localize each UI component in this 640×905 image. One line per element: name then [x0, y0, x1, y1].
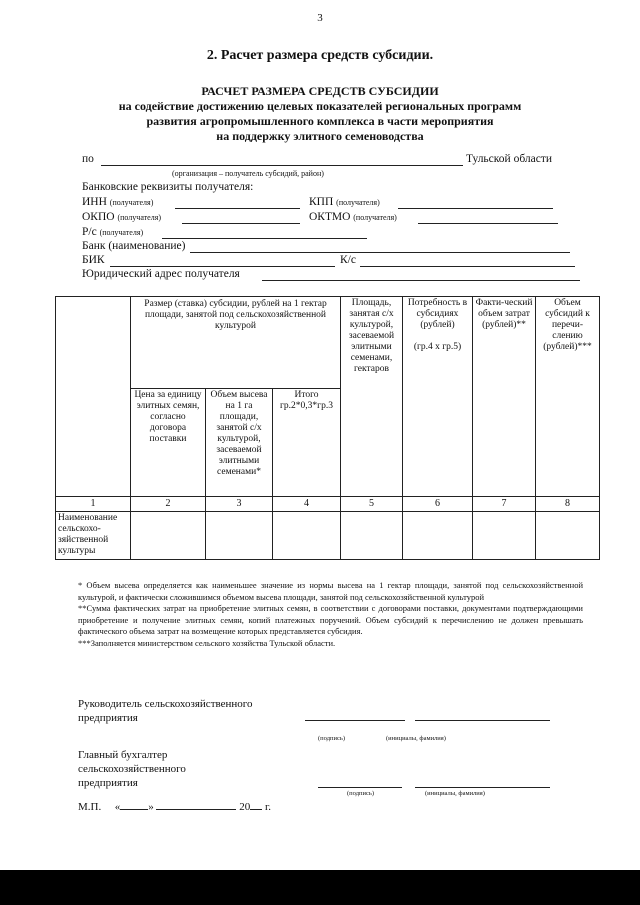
table-cell[interactable]: [273, 512, 341, 560]
footnote-2: **Сумма фактических затрат на приобретение элитных семян, в соответствии с договорами поставки, документами подтверждающими приобретение и получение элитных семян, копий платежных поручений. Объем субсидий к перечислению не должен превышать фактического объема затрат на возмещение которых представляется субсидия.: [78, 603, 583, 636]
address-label: Юридический адрес получателя: [82, 268, 240, 280]
accountant-name-line[interactable]: [415, 787, 550, 788]
table-cell[interactable]: [206, 512, 273, 560]
table-cell[interactable]: [403, 512, 473, 560]
title-line-4: на поддержку элитного семеноводства: [216, 129, 424, 143]
bik-label: БИК: [82, 254, 105, 266]
section-heading: 2. Расчет размера средств субсидии.: [206, 48, 434, 63]
inn-field[interactable]: [175, 208, 300, 209]
kpp-field[interactable]: [398, 208, 553, 209]
header-actual: Факти-ческий объем затрат (рублей)**: [473, 297, 536, 497]
date-month-field[interactable]: [156, 799, 236, 810]
bank-details-label: Банковские реквизиты получателя:: [82, 181, 254, 193]
bank-field[interactable]: [190, 252, 570, 253]
footnote-1: * Объем высева определяется как наименьшее значение из нормы высева на 1 гектар площади, занятой под сельскохозяйственной культурой, и фактически сложившимся объемом высева площади, занятой под сельскохозяйственной культурой: [78, 580, 583, 602]
bank-label: Банк (наименование): [82, 240, 186, 252]
okpo-field[interactable]: [182, 223, 300, 224]
col-number: 1: [56, 497, 131, 512]
okpo-label: ОКПО (получателя): [82, 211, 162, 223]
title-line-2: на содействие достижению целевых показателей региональных программ: [118, 99, 522, 113]
header-rate: Размер (ставка) субсидии, рублей на 1 гектар площади, занятой под сельскохозяйственной культурой: [131, 297, 341, 389]
scan-bottom-border: [0, 870, 640, 905]
table-cell[interactable]: [536, 512, 600, 560]
oktmo-field[interactable]: [418, 223, 558, 224]
head-title: Руководитель сельскохозяйственного предприятия: [78, 698, 253, 724]
inn-label: ИНН (получателя): [82, 196, 154, 208]
title-line-1: РАСЧЕТ РАЗМЕРА СРЕДСТВ СУБСИДИИ: [201, 84, 439, 98]
header-blank-cell: [56, 297, 131, 497]
date-year-field[interactable]: [250, 799, 262, 810]
head-name-hint: (инициалы, фамилия): [386, 735, 446, 742]
footnote-3: ***Заполняется министерством сельского хозяйства Тульской области.: [78, 637, 336, 648]
region-suffix: Тульской области: [466, 153, 553, 165]
accountant-name-hint: (инициалы, фамилия): [425, 790, 485, 797]
organization-field[interactable]: [101, 165, 463, 166]
table-cell[interactable]: [473, 512, 536, 560]
table-cell[interactable]: [341, 512, 403, 560]
accountant-title: Главный бухгалтер сельскохозяйственного предприятия: [78, 749, 186, 789]
header-subsidy: Объем субсидий к перечи-слению (рублей)***: [536, 297, 600, 497]
col-number: 4: [273, 497, 341, 512]
date-day-field[interactable]: [120, 799, 148, 810]
header-need: Потребность в субсидиях (рублей) (гр.4 х гр.5): [403, 297, 473, 497]
rs-field[interactable]: [162, 238, 367, 239]
mp-label: М.П.: [78, 801, 102, 813]
col-number: 7: [473, 497, 536, 512]
head-signature-line[interactable]: [305, 720, 405, 721]
col-number: 2: [131, 497, 206, 512]
po-label: по: [82, 153, 94, 165]
subheader-volume: Объем высева на 1 га площади, занятой с/х культурой, засеваемой элитными семенами*: [206, 389, 273, 497]
bik-field[interactable]: [110, 266, 335, 267]
subheader-total: Итого гр.2*0,3*гр.3: [273, 389, 341, 497]
subsidy-table: [55, 296, 600, 560]
row-label-crop: Наименование сельскохо-зяйственной культуры: [56, 512, 131, 560]
kpp-label: КПП (получателя): [309, 196, 380, 208]
form-title: [0, 84, 640, 144]
address-field[interactable]: [262, 280, 580, 281]
title-line-3: развития агропромышленного комплекса в части мероприятия: [146, 114, 494, 128]
header-area: Площадь, занятая с/х культурой, засеваемой элитными семенами, гектаров: [341, 297, 403, 497]
rs-label: Р/с (получателя): [82, 226, 144, 238]
date-stamp-row: М.П. « » 20 г.: [78, 801, 272, 813]
ks-field[interactable]: [360, 266, 575, 267]
col-number: 8: [536, 497, 600, 512]
head-name-line[interactable]: [415, 720, 550, 721]
col-number: 6: [403, 497, 473, 512]
table-cell[interactable]: [131, 512, 206, 560]
col-number: 3: [206, 497, 273, 512]
head-signature-hint: (подпись): [318, 735, 345, 742]
accountant-signature-hint: (подпись): [347, 790, 374, 797]
footnotes: [78, 580, 583, 649]
accountant-signature-line[interactable]: [318, 787, 402, 788]
organization-hint: (организация – получатель субсидий, район): [172, 169, 324, 178]
page-number: 3: [317, 12, 323, 24]
oktmo-label: ОКТМО (получателя): [309, 211, 397, 223]
subheader-price: Цена за единицу элитных семян, согласно договора поставки: [131, 389, 206, 497]
col-number: 5: [341, 497, 403, 512]
ks-label: К/с: [340, 254, 356, 266]
